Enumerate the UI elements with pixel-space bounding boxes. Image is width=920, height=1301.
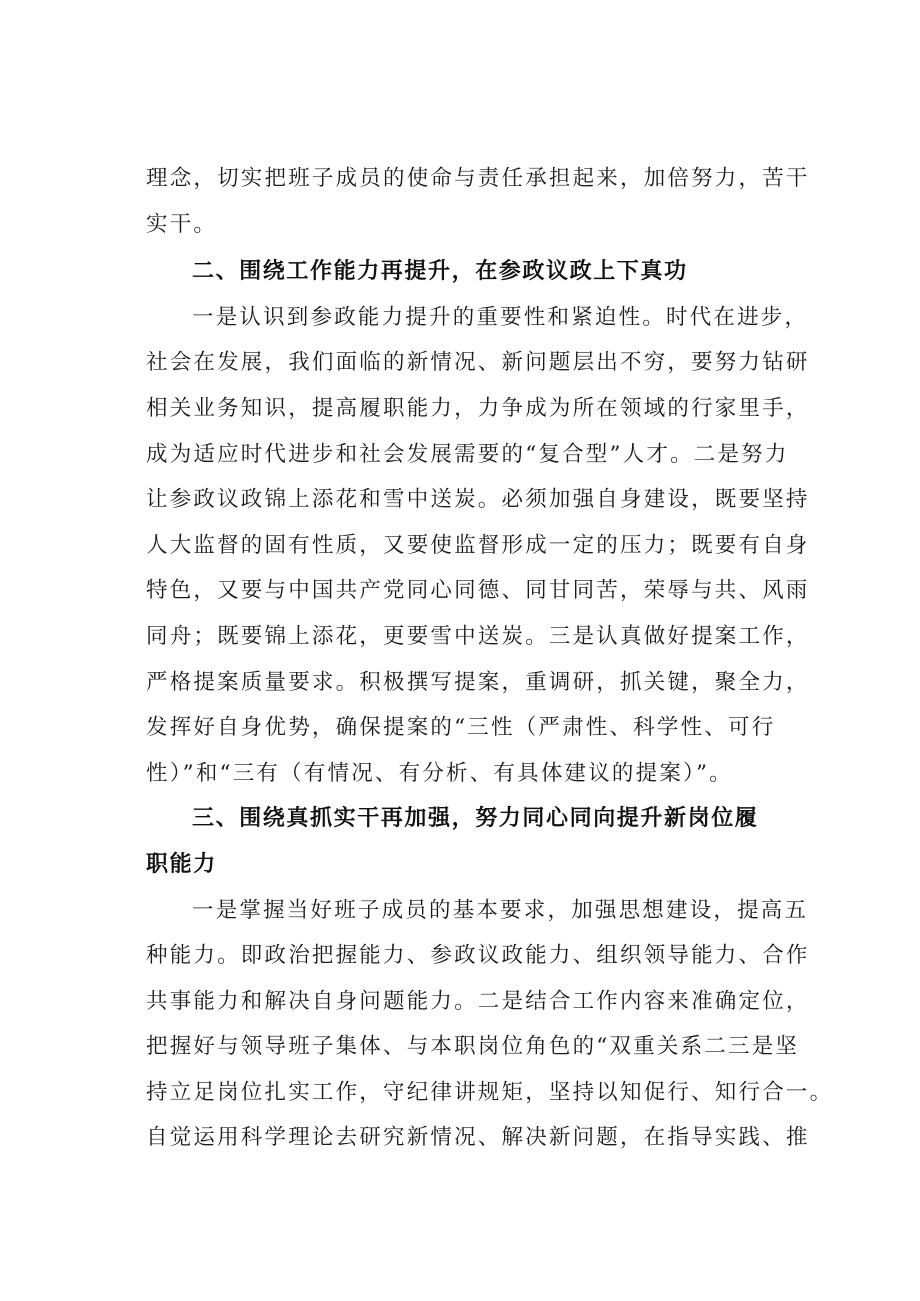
section-heading: 二、围绕工作能力再提升，在参政议政上下真功 <box>192 259 688 285</box>
section-heading-continued: 职能力 <box>146 851 217 877</box>
paragraph-line: 严格提案质量要求。积极撰写提案，重调研，抓关键，聚全力， <box>146 669 810 695</box>
paragraph-line: 发挥好自身优势，确保提案的“三性（严肃性、科学性、可行 <box>146 715 776 741</box>
paragraph-line: 相关业务知识，提高履职能力，力争成为所在领域的行家里手， <box>146 395 810 421</box>
paragraph-line: 把握好与领导班子集体、与本职岗位角色的“双重关系二三是坚 <box>146 1034 800 1060</box>
section-heading: 三、围绕真抓实干再加强，努力同心同向提升新岗位履 <box>192 806 759 832</box>
paragraph-line: 社会在发展，我们面临的新情况、新问题层出不穷，要努力钻研 <box>146 350 810 376</box>
paragraph-line: 性）”和“三有（有情况、有分析、有具体建议的提案）”。 <box>146 760 733 786</box>
paragraph-line: 实干。 <box>146 211 218 237</box>
paragraph-line: 一是掌握当好班子成员的基本要求，加强思想建设，提高五 <box>192 897 809 923</box>
paragraph-line: 人大监督的固有性质，又要使监督形成一定的压力；既要有自身 <box>146 532 810 558</box>
document-page <box>146 156 834 1161</box>
paragraph-line: 理念，切实把班子成员的使命与责任承担起来，加倍努力，苦干 <box>146 166 810 191</box>
paragraph-line: 持立足岗位扎实工作，守纪律讲规矩，坚持以知促行、知行合一。 <box>146 1079 834 1105</box>
section-3 <box>146 796 834 1161</box>
intro-paragraph <box>146 156 814 247</box>
paragraph-line: 让参政议政锦上添花和雪中送炭。必须加强自身建设，既要坚持 <box>146 487 810 513</box>
paragraph-line: 种能力。即政治把握能力、参政议政能力、组织领导能力、合作 <box>146 943 810 969</box>
section-2 <box>146 249 814 796</box>
paragraph-line: 同舟；既要锦上添花，更要雪中送炭。三是认真做好提案工作， <box>146 623 810 649</box>
paragraph-line: 特色，又要与中国共产党同心同德、同甘同苦，荣辱与共、风雨 <box>146 578 810 604</box>
paragraph-line: 共事能力和解决自身问题能力。二是结合工作内容来准确定位， <box>146 988 810 1014</box>
paragraph-line: 一是认识到参政能力提升的重要性和紧迫性。时代在进步， <box>192 304 809 330</box>
paragraph-line: 自觉运用科学理论去研究新情况、解决新问题，在指导实践、推 <box>146 1125 810 1151</box>
paragraph-line: 成为适应时代进步和社会发展需要的“复合型”人才。二是努力 <box>146 441 789 467</box>
